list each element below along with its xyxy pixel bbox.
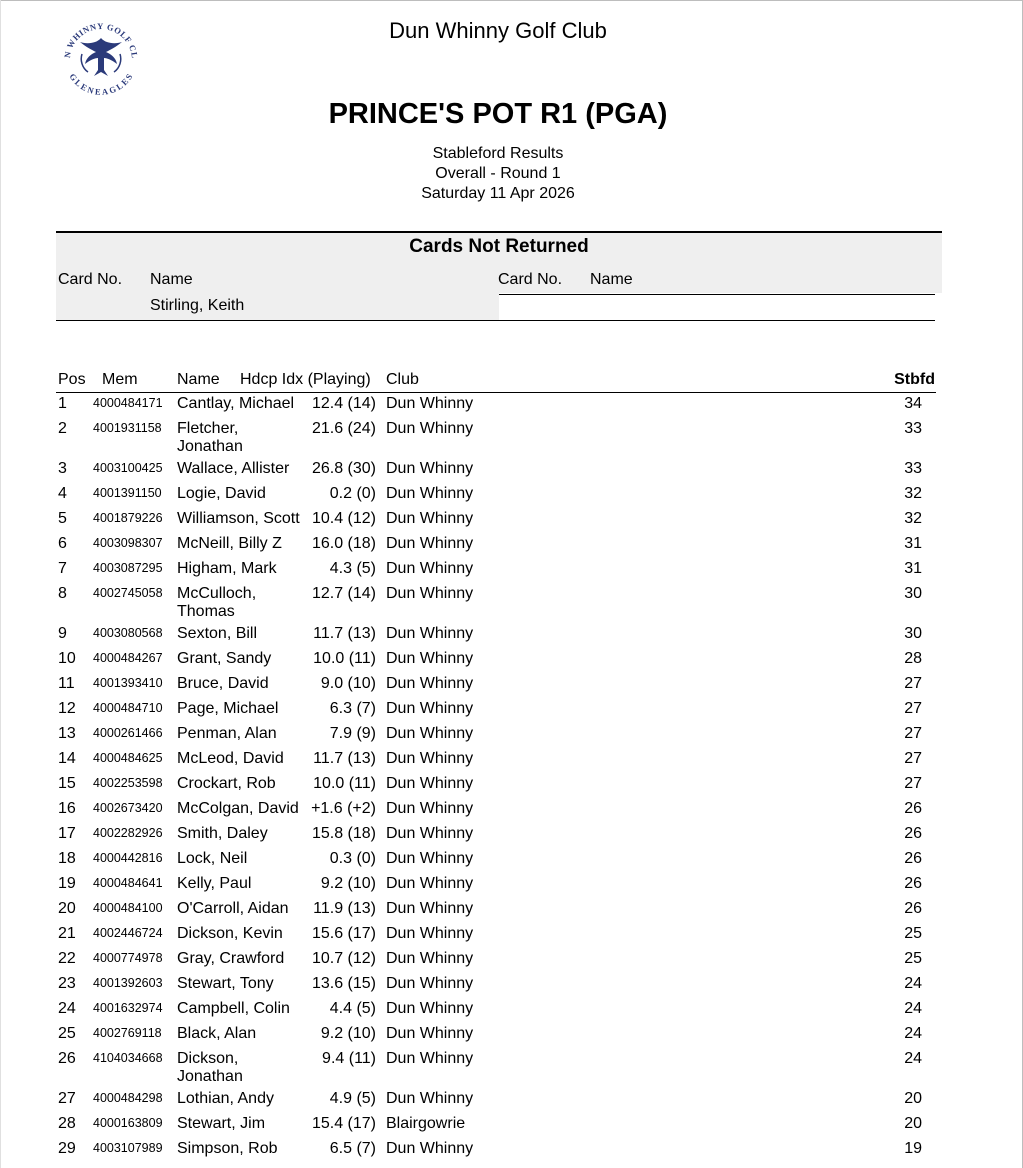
row-club: Dun Whinny xyxy=(386,560,474,577)
cnr-bottom-rule xyxy=(56,320,935,321)
row-position: 18 xyxy=(58,850,76,867)
row-player-name: Lock, Neil xyxy=(177,850,248,867)
row-handicap: 10.4 (12) xyxy=(311,510,376,527)
table-row xyxy=(56,560,936,585)
row-member-number: 4001931158 xyxy=(93,421,162,435)
row-stableford-points: 30 xyxy=(904,625,922,642)
row-club: Dun Whinny xyxy=(386,650,474,667)
logo-text-top: N WHINNY GOLF CL xyxy=(61,20,141,60)
row-position: 20 xyxy=(58,900,76,917)
row-member-number: 4000484625 xyxy=(93,751,163,765)
table-row xyxy=(56,1025,936,1050)
table-row xyxy=(56,535,936,560)
row-player-name: Lothian, Andy xyxy=(177,1090,274,1107)
row-player-name: Penman, Alan xyxy=(177,725,277,742)
table-row xyxy=(56,750,936,775)
row-club: Dun Whinny xyxy=(386,700,474,717)
row-member-number: 4000484171 xyxy=(93,396,163,410)
row-member-number: 4000484641 xyxy=(93,876,163,890)
cnr-player-name: Stirling, Keith xyxy=(150,297,245,314)
table-row xyxy=(56,485,936,510)
row-member-number: 4002745058 xyxy=(93,586,163,600)
row-player-name: Stewart, Jim xyxy=(177,1115,266,1132)
row-position: 16 xyxy=(58,800,76,817)
table-row xyxy=(56,775,936,800)
row-club: Dun Whinny xyxy=(386,825,474,842)
table-row xyxy=(56,825,936,850)
col-hcp: Hdcp Idx (Playing) xyxy=(240,371,371,388)
row-player-name: Page, Michael xyxy=(177,700,279,717)
row-player-name: Gray, Crawford xyxy=(177,950,285,967)
row-handicap: 4.3 (5) xyxy=(329,560,376,577)
row-handicap: 21.6 (24) xyxy=(311,420,376,437)
row-player-name: McNeill, Billy Z xyxy=(177,535,282,552)
row-player-name: Dickson, Jonathan xyxy=(177,1050,243,1085)
row-stableford-points: 26 xyxy=(904,850,922,867)
row-stableford-points: 24 xyxy=(904,1000,922,1017)
row-position: 4 xyxy=(58,485,67,502)
row-stableford-points: 26 xyxy=(904,825,922,842)
row-position: 10 xyxy=(58,650,76,667)
row-stableford-points: 27 xyxy=(904,775,922,792)
row-club: Blairgowrie xyxy=(386,1115,466,1132)
row-handicap: 15.4 (17) xyxy=(311,1115,376,1132)
row-club: Dun Whinny xyxy=(386,460,474,477)
row-handicap: 13.6 (15) xyxy=(311,975,376,992)
row-club: Dun Whinny xyxy=(386,395,474,412)
col-mem: Mem xyxy=(102,371,138,388)
row-club: Dun Whinny xyxy=(386,1025,474,1042)
row-member-number: 4002446724 xyxy=(93,926,163,940)
row-handicap: 6.3 (7) xyxy=(329,700,376,717)
table-row xyxy=(56,1050,936,1090)
table-row xyxy=(56,850,936,875)
row-club: Dun Whinny xyxy=(386,900,474,917)
row-player-name: Kelly, Paul xyxy=(177,875,252,892)
row-club: Dun Whinny xyxy=(386,1090,474,1107)
row-position: 1 xyxy=(58,395,67,412)
row-player-name: Crockart, Rob xyxy=(177,775,276,792)
table-row xyxy=(56,1090,936,1115)
row-member-number: 4002253598 xyxy=(93,776,163,790)
row-member-number: 4003087295 xyxy=(93,561,163,575)
row-member-number: 4001632974 xyxy=(93,1001,163,1015)
cnr-row xyxy=(56,293,942,321)
table-row xyxy=(56,585,936,625)
table-row xyxy=(56,1115,936,1140)
row-member-number: 4000484298 xyxy=(93,1091,163,1105)
cards-not-returned-header xyxy=(56,231,942,293)
row-position: 12 xyxy=(58,700,76,717)
cnr-col-card-left: Card No. xyxy=(58,271,123,288)
row-position: 29 xyxy=(58,1140,76,1157)
row-member-number: 4000774978 xyxy=(93,951,163,965)
row-club: Dun Whinny xyxy=(386,925,474,942)
table-row xyxy=(56,650,936,675)
row-stableford-points: 28 xyxy=(904,650,922,667)
row-handicap: 15.8 (18) xyxy=(311,825,376,842)
row-player-name: Smith, Daley xyxy=(177,825,268,842)
row-stableford-points: 32 xyxy=(904,510,922,527)
row-stableford-points: 24 xyxy=(904,975,922,992)
results-format: Stableford Results xyxy=(432,145,564,162)
row-stableford-points: 31 xyxy=(904,560,922,577)
row-stableford-points: 25 xyxy=(904,950,922,967)
row-stableford-points: 24 xyxy=(904,1050,922,1067)
cnr-col-name-right: Name xyxy=(590,271,633,288)
table-row xyxy=(56,1140,936,1165)
row-club: Dun Whinny xyxy=(386,950,474,967)
row-handicap: 26.8 (30) xyxy=(311,460,376,477)
col-pos: Pos xyxy=(58,371,86,388)
table-row xyxy=(56,625,936,650)
row-club: Dun Whinny xyxy=(386,800,474,817)
row-club: Dun Whinny xyxy=(386,585,474,602)
row-player-name: Williamson, Scott xyxy=(177,510,300,527)
row-stableford-points: 33 xyxy=(904,460,922,477)
table-row xyxy=(56,875,936,900)
row-handicap: 16.0 (18) xyxy=(311,535,376,552)
row-handicap: 11.7 (13) xyxy=(313,750,376,767)
row-player-name: Stewart, Tony xyxy=(177,975,274,992)
row-position: 14 xyxy=(58,750,76,767)
competition-title: PRINCE'S POT R1 (PGA) xyxy=(328,98,668,130)
row-position: 11 xyxy=(58,675,75,692)
results-division: Overall - Round 1 xyxy=(435,165,561,182)
row-stableford-points: 25 xyxy=(904,925,922,942)
row-handicap: 9.4 (11) xyxy=(322,1050,376,1067)
table-row xyxy=(56,1000,936,1025)
row-position: 19 xyxy=(58,875,76,892)
row-club: Dun Whinny xyxy=(386,1140,474,1157)
row-position: 15 xyxy=(58,775,76,792)
row-position: 28 xyxy=(58,1115,76,1132)
results-date: Saturday 11 Apr 2026 xyxy=(421,185,575,202)
row-player-name: Simpson, Rob xyxy=(177,1140,278,1157)
row-handicap: 11.7 (13) xyxy=(313,625,376,642)
row-position: 13 xyxy=(58,725,76,742)
row-member-number: 4003100425 xyxy=(93,461,163,475)
row-member-number: 4002769118 xyxy=(93,1026,162,1040)
row-club: Dun Whinny xyxy=(386,420,474,437)
row-player-name: Fletcher, Jonathan xyxy=(177,420,243,455)
table-row xyxy=(56,700,936,725)
row-club: Dun Whinny xyxy=(386,535,474,552)
row-handicap: 4.4 (5) xyxy=(329,1000,376,1017)
row-position: 17 xyxy=(58,825,76,842)
row-member-number: 4000163809 xyxy=(93,1116,163,1130)
row-handicap: 10.7 (12) xyxy=(311,950,376,967)
row-position: 5 xyxy=(58,510,67,527)
row-handicap: +1.6 (+2) xyxy=(311,800,376,817)
row-stableford-points: 26 xyxy=(904,800,922,817)
row-player-name: McLeod, David xyxy=(177,750,284,767)
row-handicap: 0.3 (0) xyxy=(329,850,376,867)
col-club: Club xyxy=(386,371,419,388)
row-handicap: 12.4 (14) xyxy=(311,395,376,412)
row-member-number: 4104034668 xyxy=(93,1051,163,1065)
table-row xyxy=(56,395,936,420)
row-club: Dun Whinny xyxy=(386,675,474,692)
row-position: 26 xyxy=(58,1050,76,1067)
row-club: Dun Whinny xyxy=(386,750,474,767)
row-stableford-points: 33 xyxy=(904,420,922,437)
row-club: Dun Whinny xyxy=(386,875,474,892)
row-position: 3 xyxy=(58,460,67,477)
row-position: 24 xyxy=(58,1000,76,1017)
club-name: Dun Whinny Golf Club xyxy=(389,18,607,43)
row-handicap: 10.0 (11) xyxy=(313,775,376,792)
row-club: Dun Whinny xyxy=(386,1050,474,1067)
row-position: 9 xyxy=(58,625,67,642)
table-row xyxy=(56,900,936,925)
row-player-name: McColgan, David xyxy=(177,800,299,817)
svg-text:GLENEAGLES xyxy=(67,72,134,97)
row-stableford-points: 20 xyxy=(904,1090,922,1107)
row-club: Dun Whinny xyxy=(386,975,474,992)
row-handicap: 6.5 (7) xyxy=(329,1140,376,1157)
row-member-number: 4000261466 xyxy=(93,726,163,740)
table-row xyxy=(56,925,936,950)
table-row xyxy=(56,975,936,1000)
row-member-number: 4003080568 xyxy=(93,626,163,640)
table-row xyxy=(56,950,936,975)
row-position: 27 xyxy=(58,1090,76,1107)
row-handicap: 0.2 (0) xyxy=(329,485,376,502)
table-row xyxy=(56,460,936,485)
row-member-number: 4000484267 xyxy=(93,651,163,665)
row-position: 25 xyxy=(58,1025,76,1042)
col-stbfd: Stbfd xyxy=(894,371,935,388)
row-member-number: 4003107989 xyxy=(93,1141,163,1155)
row-player-name: O'Carroll, Aidan xyxy=(177,900,289,917)
row-member-number: 4003098307 xyxy=(93,536,163,550)
row-member-number: 4002282926 xyxy=(93,826,163,840)
row-stableford-points: 27 xyxy=(904,750,922,767)
row-handicap: 11.9 (13) xyxy=(313,900,376,917)
row-position: 6 xyxy=(58,535,67,552)
row-player-name: Campbell, Colin xyxy=(177,1000,290,1017)
row-stableford-points: 26 xyxy=(904,875,922,892)
row-player-name: Black, Alan xyxy=(177,1025,257,1042)
page-border xyxy=(0,0,1023,1)
row-position: 2 xyxy=(58,420,67,437)
table-row xyxy=(56,725,936,750)
row-club: Dun Whinny xyxy=(386,625,474,642)
logo-text-bottom: GLENEAGLES xyxy=(67,71,135,97)
table-row xyxy=(56,800,936,825)
cnr-col-card-right: Card No. xyxy=(498,271,563,288)
row-member-number: 4002673420 xyxy=(93,801,163,815)
row-position: 7 xyxy=(58,560,67,577)
row-player-name: McCulloch, Thomas xyxy=(177,585,257,620)
row-position: 23 xyxy=(58,975,76,992)
row-handicap: 10.0 (11) xyxy=(313,650,376,667)
row-stableford-points: 27 xyxy=(904,675,922,692)
results-table xyxy=(56,395,936,1165)
row-handicap: 15.6 (17) xyxy=(311,925,376,942)
row-handicap: 4.9 (5) xyxy=(329,1090,376,1107)
table-row xyxy=(56,675,936,700)
row-handicap: 9.0 (10) xyxy=(320,675,376,692)
row-handicap: 9.2 (10) xyxy=(320,1025,376,1042)
results-header-row xyxy=(56,371,936,393)
row-stableford-points: 26 xyxy=(904,900,922,917)
cnr-col-name-left: Name xyxy=(150,271,193,288)
row-stableford-points: 24 xyxy=(904,1025,922,1042)
row-position: 21 xyxy=(58,925,76,942)
row-handicap: 7.9 (9) xyxy=(329,725,376,742)
row-member-number: 4001393410 xyxy=(93,676,163,690)
row-player-name: Sexton, Bill xyxy=(177,625,258,642)
row-member-number: 4001392603 xyxy=(93,976,163,990)
row-stableford-points: 27 xyxy=(904,725,922,742)
row-stableford-points: 31 xyxy=(904,535,922,552)
row-stableford-points: 32 xyxy=(904,485,922,502)
col-name: Name xyxy=(177,371,220,388)
row-stableford-points: 27 xyxy=(904,700,922,717)
row-club: Dun Whinny xyxy=(386,775,474,792)
table-row xyxy=(56,420,936,460)
row-stableford-points: 34 xyxy=(904,395,922,412)
row-club: Dun Whinny xyxy=(386,485,474,502)
row-position: 8 xyxy=(58,585,67,602)
row-handicap: 12.7 (14) xyxy=(311,585,376,602)
row-player-name: Cantlay, Michael xyxy=(177,395,295,412)
row-player-name: Grant, Sandy xyxy=(177,650,272,667)
cards-not-returned-title: Cards Not Returned xyxy=(409,236,589,257)
row-club: Dun Whinny xyxy=(386,725,474,742)
row-player-name: Dickson, Kevin xyxy=(177,925,283,942)
row-stableford-points: 19 xyxy=(904,1140,922,1157)
row-member-number: 4001879226 xyxy=(93,511,163,525)
row-stableford-points: 30 xyxy=(904,585,922,602)
row-player-name: Bruce, David xyxy=(177,675,269,692)
table-row xyxy=(56,510,936,535)
row-member-number: 4000442816 xyxy=(93,851,163,865)
row-handicap: 9.2 (10) xyxy=(320,875,376,892)
row-player-name: Logie, David xyxy=(177,485,266,502)
row-player-name: Higham, Mark xyxy=(177,560,277,577)
row-player-name: Wallace, Allister xyxy=(177,460,290,477)
row-member-number: 4001391150 xyxy=(93,486,162,500)
row-club: Dun Whinny xyxy=(386,1000,474,1017)
row-member-number: 4000484100 xyxy=(93,901,163,915)
row-club: Dun Whinny xyxy=(386,850,474,867)
row-position: 22 xyxy=(58,950,76,967)
row-club: Dun Whinny xyxy=(386,510,474,527)
row-member-number: 4000484710 xyxy=(93,701,163,715)
row-stableford-points: 20 xyxy=(904,1115,922,1132)
cards-not-returned-section xyxy=(56,231,942,321)
